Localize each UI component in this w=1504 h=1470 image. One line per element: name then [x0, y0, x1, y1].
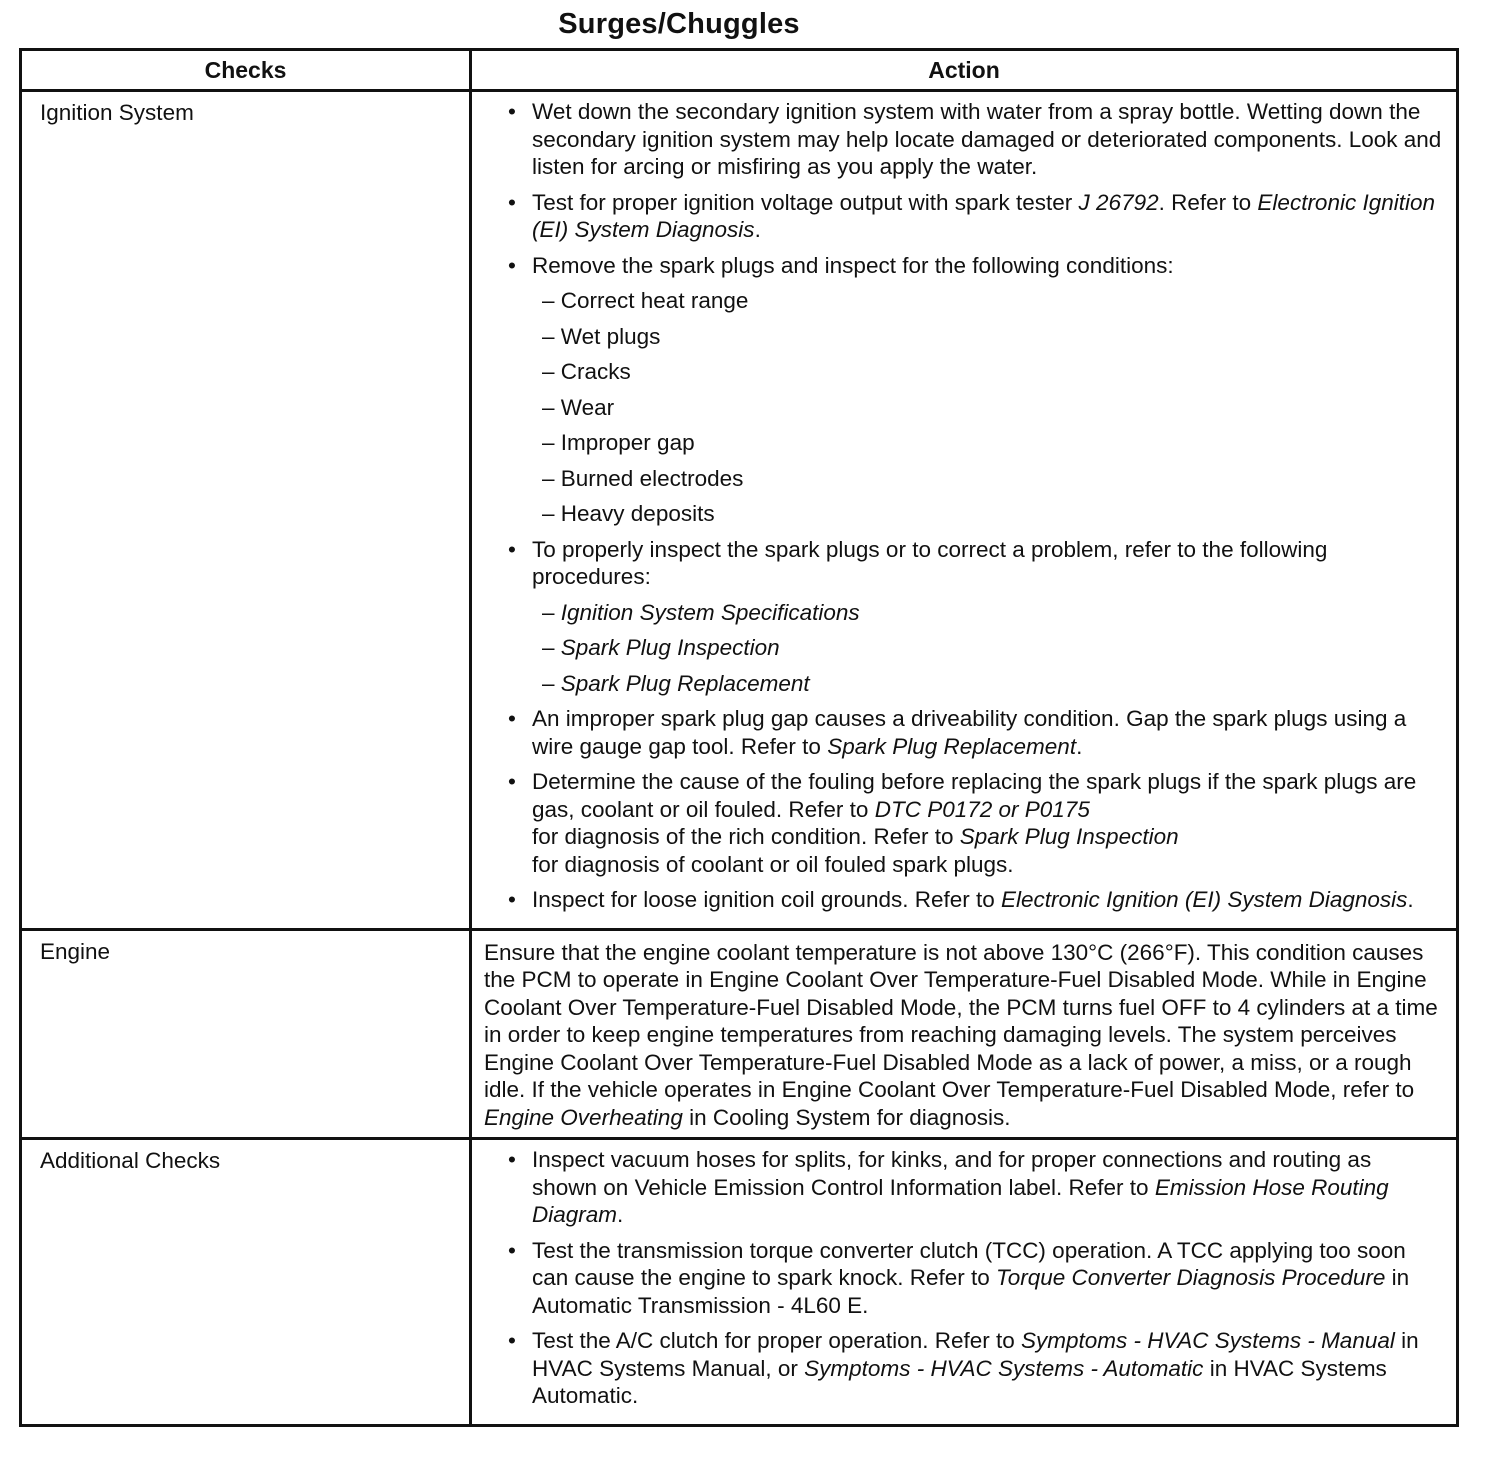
sublist-item: – Burned electrodes: [542, 465, 1442, 493]
sublist-item: – Ignition System Specifications: [542, 599, 1442, 627]
check-cell-additional: Additional Checks: [21, 1139, 471, 1426]
list-item: • Inspect vacuum hoses for splits, for kinks, and for proper connections and routing as shown on Vehicle Emission Control Information label. Refer to Emission Hose Routing Diagram.: [508, 1146, 1442, 1229]
action-bullet-list: [472, 1140, 1456, 1424]
reference-link: Symptoms - HVAC Systems - Automatic: [804, 1355, 1204, 1381]
reference-link: Symptoms - HVAC Systems - Manual: [1021, 1328, 1395, 1353]
sublist-item: – Improper gap: [542, 429, 1442, 457]
list-item: • To properly inspect the spark plugs or to correct a problem, refer to the following procedures: – Ignition System Specifications – Spark Plug Inspection – Spark Plug Replacement: [508, 536, 1442, 698]
reference-link: Emission Hose Routing Diagram: [532, 1174, 1389, 1227]
check-cell-ignition: Ignition System: [21, 91, 471, 930]
table-row: [21, 1139, 1458, 1426]
reference-link: DTC P0172 or P0175: [874, 796, 1090, 822]
reference-link: Spark Plug Replacement: [827, 733, 1077, 759]
reference-link: Electronic Ignition (EI) System Diagnosis: [1001, 887, 1408, 912]
header-row: [21, 50, 1458, 91]
reference-link: Electronic Ignition (EI) System Diagnosis: [532, 189, 1436, 242]
sublist-item: – Correct heat range: [542, 287, 1442, 315]
engine-paragraph: Ensure that the engine coolant temperature is not above 130°C (266°F). This condition causes the PCM to operate in Engine Coolant Over Temperature-Fuel Disabled Mode. While in Engine Coolant Over Temperature-Fuel Disabled Mode, the PCM turns fuel OFF to 4 cylinders at a time in order to keep engine temperatures from reaching damaging levels. The system perceives Engine Coolant Over Temperature-Fuel Disabled Mode as a lack of power, a miss, or a rough idle. If the vehicle operates in Engine Coolant Over Temperature-Fuel Disabled Mode, refer to Engine Overheating in Cooling System for diagnosis.: [484, 939, 1438, 1130]
list-item: • Determine the cause of the fouling before replacing the spark plugs if the spark plugs are gas, coolant or oil fouled. Refer to DTC P0172 or P0175 for diagnosis of the rich condition. Refer to Spark Plug Inspection for diagnosis of coolant or oil fouled spark plugs.: [508, 768, 1442, 878]
check-cell-engine: Engine: [21, 929, 471, 1139]
page-title: Surges/Chuggles: [558, 8, 800, 40]
sublist-item: – Wet plugs: [542, 323, 1442, 351]
checks-column-header: Checks: [21, 50, 471, 91]
action-column-header: Action: [471, 50, 1458, 91]
reference-link: Engine Overheating: [484, 1104, 683, 1130]
list-item: • Test for proper ignition voltage output with spark tester J 26792. Refer to Electronic Ignition (EI) System Diagnosis.: [508, 189, 1442, 244]
checks-table: [19, 48, 1459, 1427]
condition-sublist: [532, 287, 1442, 528]
sublist-item: – Spark Plug Replacement: [542, 670, 1442, 698]
action-cell-additional: [471, 1139, 1458, 1426]
procedure-sublist: [532, 599, 1442, 698]
table-row: [21, 929, 1458, 1139]
reference-link: Torque Converter Diagnosis Procedure: [996, 1265, 1386, 1290]
reference-link: Spark Plug Inspection: [959, 824, 1179, 849]
list-item: • Test the transmission torque converter clutch (TCC) operation. A TCC applying too soon can cause the engine to spark knock. Refer to Torque Converter Diagnosis Procedure in Automatic Transmission - 4L60 E.: [508, 1237, 1442, 1320]
list-item: • Test the A/C clutch for proper operation. Refer to Symptoms - HVAC Systems - Manual in HVAC Systems Manual, or Symptoms - HVAC Systems - Automatic in HVAC Systems Automatic.: [508, 1327, 1442, 1410]
table-row: [21, 91, 1458, 930]
sublist-item: – Wear: [542, 394, 1442, 422]
list-item: • Remove the spark plugs and inspect for the following conditions: – Correct heat range – Wet plugs – Cracks – Wear – Improper gap – Burned electrodes – Heavy deposits: [508, 252, 1442, 528]
list-item: • An improper spark plug gap causes a driveability condition. Gap the spark plugs using a wire gauge gap tool. Refer to Spark Plug Replacement.: [508, 705, 1442, 760]
sublist-item: – Cracks: [542, 358, 1442, 386]
action-cell-engine: [471, 929, 1458, 1139]
action-bullet-list: [472, 92, 1456, 928]
list-item: • Wet down the secondary ignition system with water from a spray bottle. Wetting down the secondary ignition system may help locate damaged or deteriorated components. Look and listen for arcing or misfiring as you apply the water.: [508, 98, 1442, 181]
sublist-item: – Heavy deposits: [542, 500, 1442, 528]
list-item: • Inspect for loose ignition coil grounds. Refer to Electronic Ignition (EI) System Diagnosis.: [508, 886, 1442, 914]
reference-tool: J 26792: [1078, 189, 1159, 215]
action-cell-ignition: [471, 91, 1458, 930]
sublist-item: – Spark Plug Inspection: [542, 634, 1442, 662]
